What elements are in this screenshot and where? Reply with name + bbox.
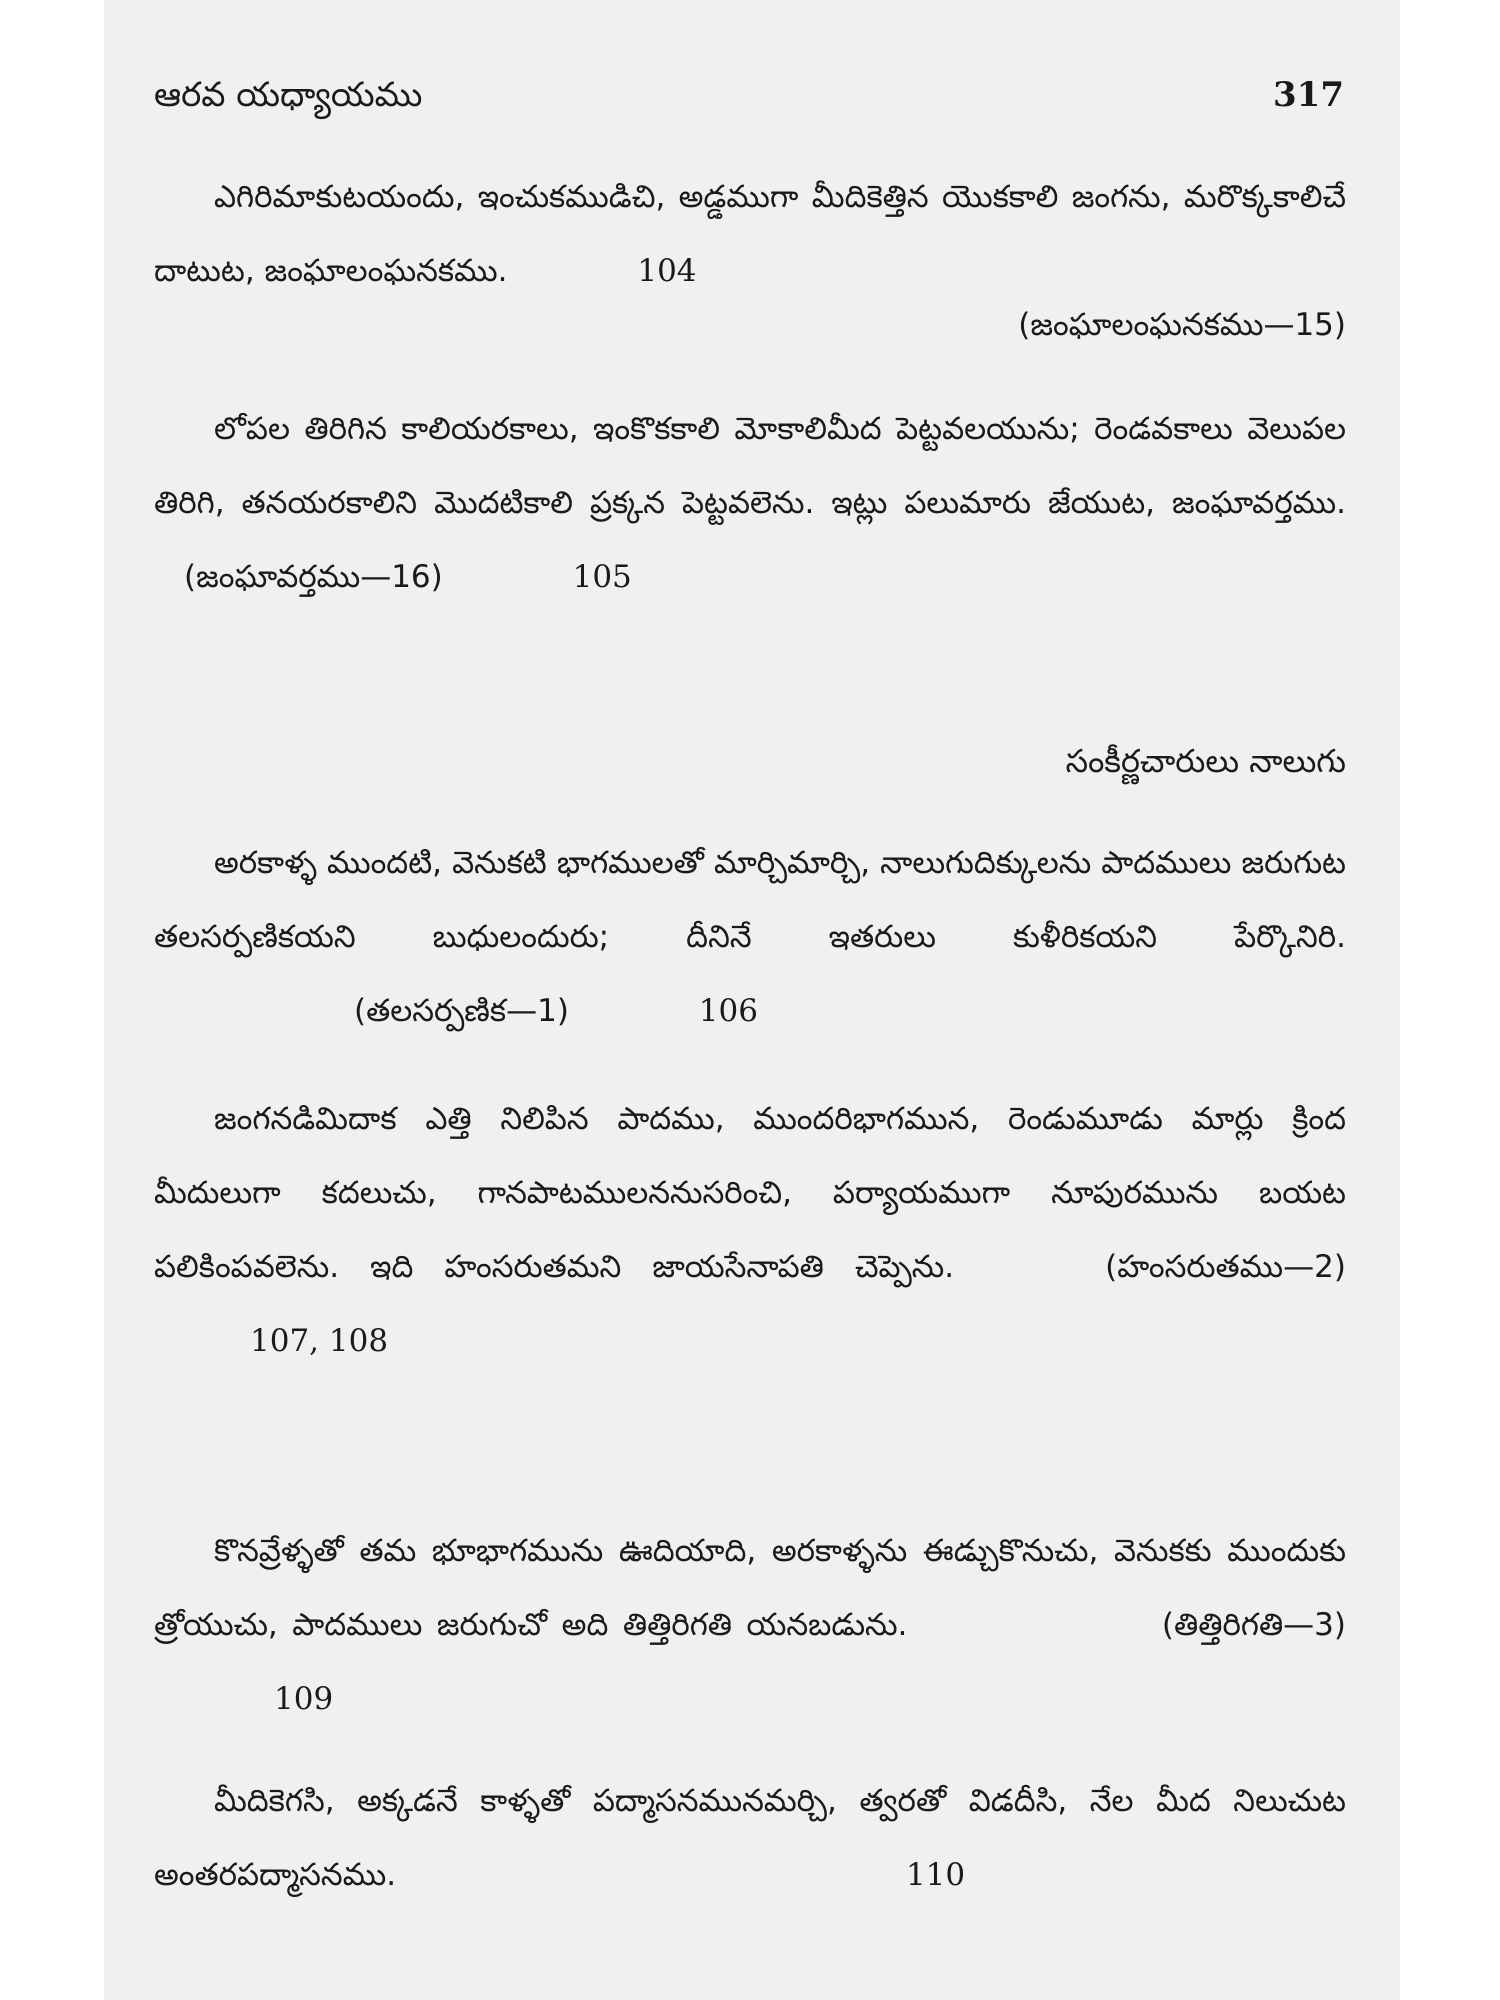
verse-number: 106	[698, 993, 758, 1029]
reference: (హంసరుతము—2)	[1105, 1249, 1346, 1285]
heading-text: సంకీర్ణచారులు నాలుగు	[1065, 742, 1346, 780]
running-title: ఆరవ యధ్యాయము	[154, 75, 423, 115]
paragraph-105	[154, 392, 1346, 614]
reference: (తిత్తిరిగతి—3)	[1161, 1607, 1346, 1643]
section-heading	[154, 738, 1346, 784]
reference: (జంఘాలంఘనకము—15)	[1018, 307, 1346, 343]
reference-line	[154, 302, 1346, 348]
paragraph-109	[154, 1514, 1346, 1736]
paragraph-text: ఎగిరిమాకుటయందు, ఇంచుకముడిచి, అడ్డముగా మీదికెత్తిన యొకకాలి జంగను, మరొక్కకాలిచే దాటుట, జంఘాలంఘనకము.	[154, 179, 1346, 289]
paragraph-110	[154, 1764, 1346, 1912]
verse-number: 109	[274, 1681, 334, 1717]
paragraph-104	[154, 160, 1346, 308]
verse-number: 105	[572, 559, 632, 595]
verse-number: 110	[905, 1857, 966, 1893]
verse-number: 104	[637, 253, 697, 289]
paragraph-107-108	[154, 1082, 1346, 1378]
paragraph-text: మీదికెగసి, అక్కడనే కాళ్ళతో పద్మాసనమునమర్చి, త్వరతో విడదీసి, నేల మీద నిలుచుట అంతరపద్మాసనము.	[154, 1783, 1346, 1893]
paragraph-text: జంగనడిమిదాక ఎత్తి నిలిపిన పాదము, ముందరిభాగమున, రెండుమూడు మార్లు క్రింద మీదులుగా కదలుచు, గానపాటములననుసరించి, పర్యాయముగా నూపురమును బయట పలికింపవలెను. ఇది హంసరుతమని జాయసేనాపతి చెప్పెను.	[154, 1101, 1346, 1285]
paragraph-text: లోపల తిరిగిన కాలియరకాలు, ఇంకొకకాలి మోకాలిమీద పెట్టవలయును; రెండవకాలు వెలుపల తిరిగి, తనయరకాలిని మొదటికాలి ప్రక్కన పెట్టవలెను. ఇట్లు పలుమారు జేయుట, జంఘావర్తము.	[154, 411, 1346, 521]
paragraph-text: కొనవ్రేళ్ళతో తమ భూభాగమును ఊదియాది, అరకాళ్ళను ఈడ్చుకొనుచు, వెనుకకు ముందుకు త్రోయుచు, పాదములు జరుగుచో అది తిత్తిరిగతి యనబడును.	[154, 1533, 1346, 1643]
reference: (తలసర్పణిక—1)	[354, 993, 569, 1029]
paragraph-text: అరకాళ్ళ ముందటి, వెనుకటి భాగములతో మార్చిమార్చి, నాలుగుదిక్కులను పాదములు జరుగుట తలసర్పణికయని బుధులందురు; దీనినే ఇతరులు కుళీరికయని పేర్కొనిరి.	[154, 845, 1346, 955]
paragraph-106	[154, 826, 1346, 1048]
page-number: 317	[1273, 75, 1344, 115]
reference: (జంఘావర్తము—16)	[184, 559, 443, 595]
verse-number: 107, 108	[250, 1323, 389, 1359]
